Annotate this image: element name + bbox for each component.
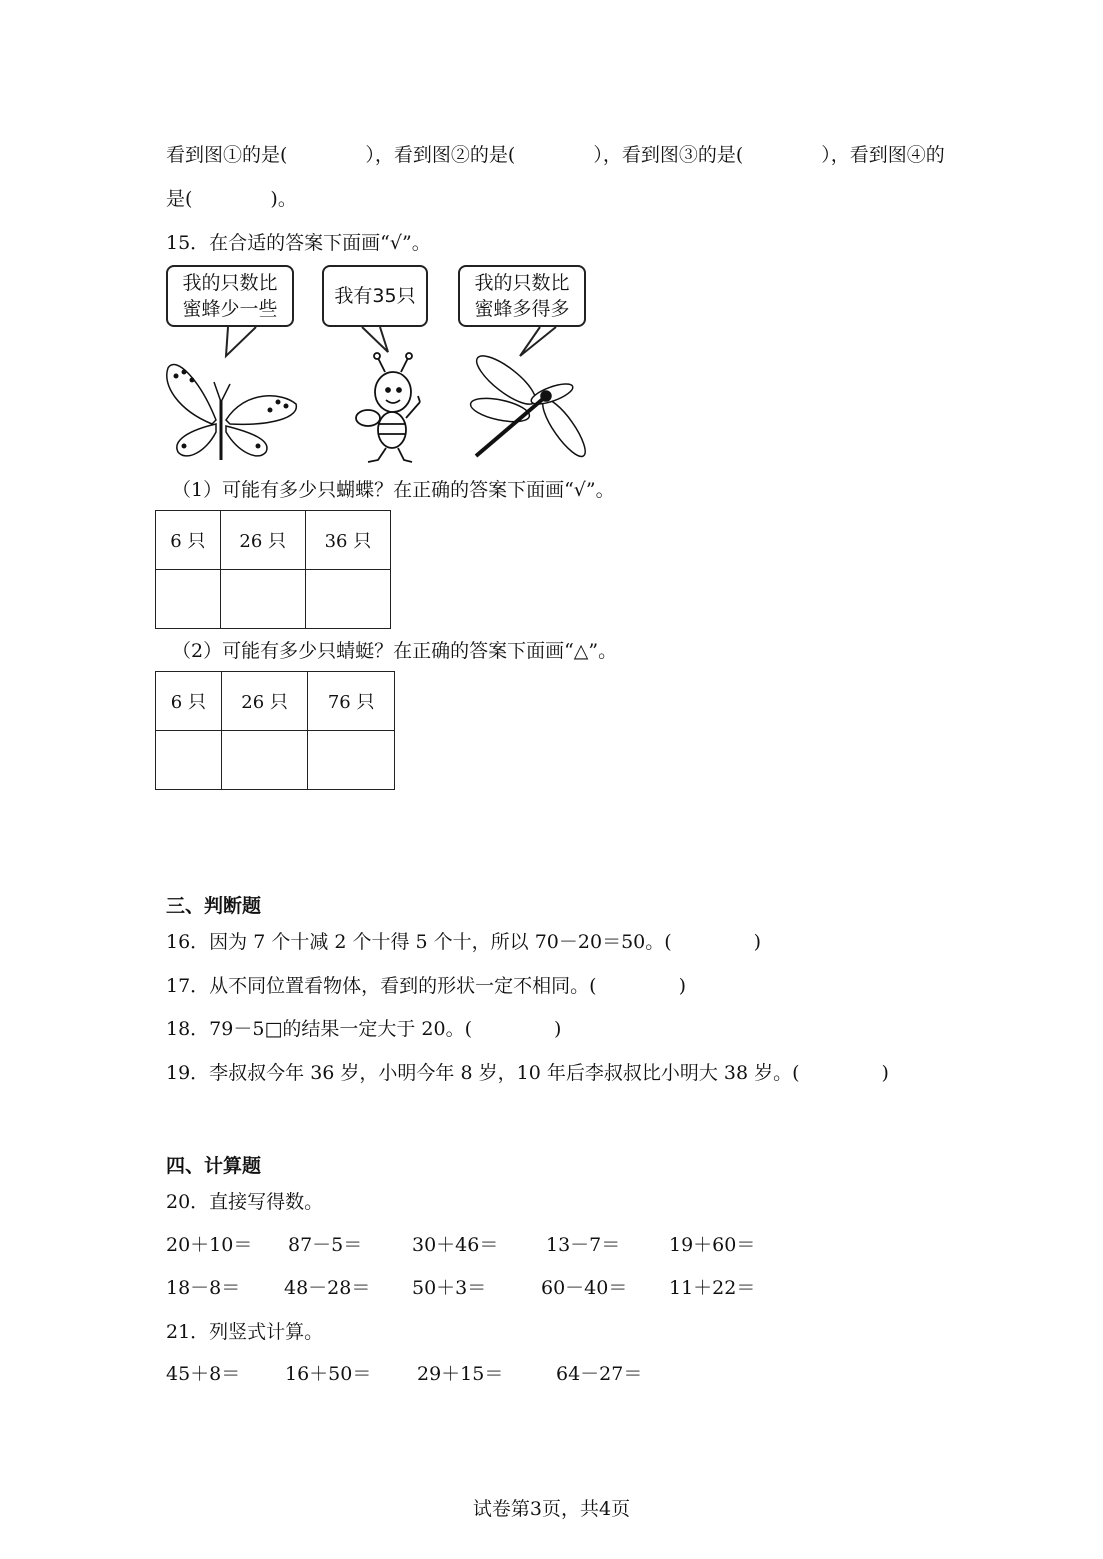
table1-option-3: 36 只 [305, 511, 390, 570]
butterfly-icon [167, 365, 297, 460]
q16-close: ) [753, 931, 762, 953]
calc-item: 45＋8＝ [166, 1363, 241, 1385]
q19-close: ) [881, 1062, 889, 1084]
calc-item: 19＋60＝ [669, 1234, 756, 1256]
calc-item: 29＋15＝ [417, 1363, 504, 1385]
calc-item: 48－28＝ [284, 1277, 371, 1299]
dragonfly-bubble-line2: 蜜蜂多得多 [474, 298, 570, 320]
q17-text: 17．从不同位置看物体，看到的形状一定不相同。( [166, 975, 597, 997]
q20-title: 20．直接写得数。 [166, 1191, 324, 1213]
calc-item: 64－27＝ [556, 1363, 643, 1385]
calc-item: 60－40＝ [541, 1277, 628, 1299]
calc-item: 18－8＝ [166, 1277, 241, 1299]
calc-item: 20＋10＝ [166, 1234, 253, 1256]
table1-answer-cell-2[interactable] [220, 570, 305, 629]
table2-answer-cell-1[interactable] [156, 731, 222, 790]
dragonfly-icon [469, 348, 592, 461]
table1-answer-cell-1[interactable] [156, 570, 221, 629]
calc-item: 13－7＝ [546, 1234, 621, 1256]
dragonfly-answer-table [155, 671, 395, 790]
calc-item: 50＋3＝ [412, 1277, 487, 1299]
calc-item: 11＋22＝ [669, 1277, 756, 1299]
section4-heading: 四、计算题 [166, 1155, 262, 1177]
table1-option-1: 6 只 [156, 511, 221, 570]
q14-text-a: 看到图①的是( [166, 144, 288, 166]
bee-icon [356, 353, 420, 462]
calc-item: 87－5＝ [288, 1234, 363, 1256]
q18 [166, 1017, 561, 1041]
calc-item: 16＋50＝ [285, 1363, 372, 1385]
table2-option-3: 76 只 [308, 672, 395, 731]
q14-text-b: ），看到图②的是( [365, 144, 516, 166]
butterfly-answer-table [155, 510, 391, 629]
q21-title: 21．列竖式计算。 [166, 1321, 324, 1343]
calc-item: 30＋46＝ [412, 1234, 499, 1256]
q16 [166, 930, 761, 954]
q18-close: ) [554, 1018, 562, 1040]
bubble-tails [226, 327, 556, 356]
table2-option-1: 6 只 [156, 672, 222, 731]
q18-text: 18．79－5□的结果一定大于 20。( [166, 1018, 473, 1040]
q14-text-c: ），看到图③的是( [593, 144, 744, 166]
q17 [166, 974, 686, 998]
table1-option-2: 26 只 [220, 511, 305, 570]
q15-part2: （2）可能有多少只蜻蜓？在正确的答案下面画“△”。 [172, 640, 618, 662]
bee-bubble-text: 我有35只 [334, 285, 416, 307]
q16-text: 16．因为 7 个十减 2 个十得 5 个十，所以 70－20＝50。( [166, 931, 672, 953]
table1-answer-cell-3[interactable] [305, 570, 390, 629]
q19-text: 19．李叔叔今年 36 岁，小明今年 8 岁，10 年后李叔叔比小明大 38 岁。( [166, 1062, 800, 1084]
table2-answer-cell-2[interactable] [221, 731, 308, 790]
q17-close: ) [678, 975, 687, 997]
q14-text-d: ），看到图④的 [821, 144, 945, 166]
butterfly-bubble-line1: 我的只数比 [182, 272, 278, 294]
section3-heading: 三、判断题 [166, 895, 262, 917]
butterfly-bubble-line2: 蜜蜂少一些 [182, 298, 278, 320]
q15-part1: （1）可能有多少只蝴蝶？在正确的答案下面画“√”。 [172, 479, 615, 501]
q19 [166, 1061, 889, 1085]
page-footer: 试卷第3页，共4页 [472, 1498, 631, 1520]
illustration [0, 0, 1103, 480]
table2-answer-cell-3[interactable] [308, 731, 395, 790]
table2-option-2: 26 只 [221, 672, 308, 731]
q14-text-f: )。 [270, 188, 297, 210]
q14-text-e: 是( [166, 188, 193, 210]
q15-title: 15．在合适的答案下面画“√”。 [166, 232, 431, 254]
dragonfly-bubble-line1: 我的只数比 [474, 272, 570, 294]
